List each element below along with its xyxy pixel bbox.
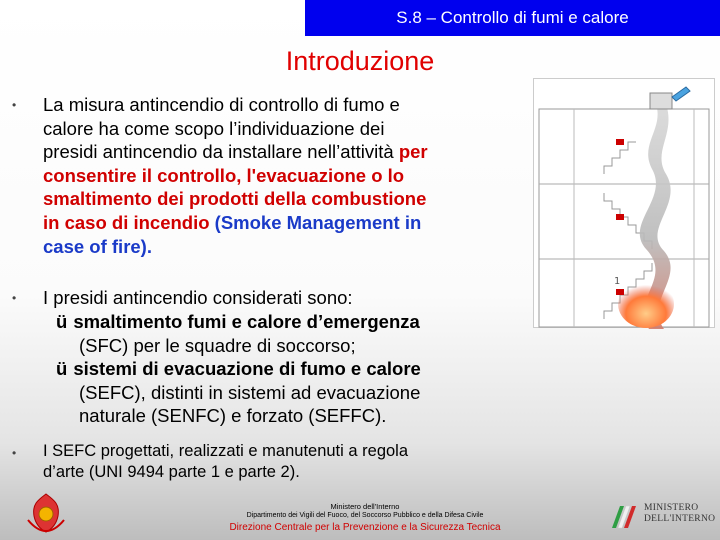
- footer-department: Dipartimento dei Vigili del Fuoco, del Soccorso Pubblico e della Difesa Civile: [246, 512, 484, 519]
- slide-title: Introduzione: [285, 46, 435, 76]
- vigili-del-fuoco-logo: [20, 490, 72, 540]
- smoke-management-term: (Smoke Management in: [214, 211, 422, 233]
- sub-item-2-detail: (SEFC), distinti in sistemi ad evacuazione: [79, 381, 421, 403]
- italian-flag-emblem-icon: [610, 498, 642, 532]
- smoke-management-term-end: case of fire).: [43, 235, 152, 257]
- bullet3-text: [43, 441, 408, 483]
- sub-item-2-title: sistemi di evacuazione di fumo e calore: [73, 358, 421, 380]
- bullet1-text: [43, 93, 428, 258]
- bullet2-line: I presidi antincendio considerati sono:: [43, 287, 353, 308]
- svg-text:1: 1: [614, 276, 621, 287]
- footer-ministry: Ministero dell'Interno: [330, 502, 400, 511]
- check-icon: ü: [56, 311, 68, 332]
- sub-item-2-detail: naturale (SENFC) e forzato (SEFFC).: [79, 405, 387, 427]
- ministero-label: [644, 503, 715, 525]
- sub-item-1-detail: (SFC) per le squadre di soccorso;: [79, 334, 356, 356]
- smoke-stairwell-illustration: [533, 78, 715, 328]
- bullet1-line: [43, 140, 428, 164]
- bullet1-emphasis-line: consentire il controllo, l'evacuazione o lo: [43, 164, 405, 186]
- ministero-interno-logo: [610, 498, 642, 537]
- bullet1-line-text: presidi antincendio da installare nell’attività: [43, 141, 399, 163]
- bullet1-line: La misura antincendio di controllo di fumo e: [43, 94, 400, 115]
- bullet1-emphasis-line: smaltimento dei prodotti della combustione: [43, 188, 427, 210]
- bullet-marker: •: [12, 291, 17, 305]
- bullet1-emphasis: per: [398, 141, 428, 163]
- bullet2-text: [43, 286, 353, 310]
- check-icon: ü: [56, 358, 68, 380]
- bullet2-sublist: [56, 310, 421, 428]
- bullet3-line: I SEFC progettati, realizzati e manutenuti a regola: [43, 442, 409, 460]
- ministero-label-line: DELL'INTERNO: [644, 514, 716, 524]
- ministero-label-line: MINISTERO: [644, 503, 699, 513]
- bullet1-line: calore ha come scopo l’individuazione dei: [43, 117, 385, 139]
- bullet-marker: •: [12, 446, 17, 460]
- bullet3-line: d’arte (UNI 9494 parte 1 e parte 2).: [43, 463, 300, 481]
- vvf-emblem-icon: [20, 490, 72, 540]
- section-header: [305, 0, 720, 36]
- sub-item-1: [56, 310, 421, 334]
- section-title: S.8 – Controllo di fumi e calore: [396, 8, 629, 27]
- sub-item-2: [56, 357, 421, 381]
- bullet-marker: •: [12, 98, 17, 112]
- sub-item-1-title: smaltimento fumi e calore d’emergenza: [73, 311, 420, 332]
- bullet1-emphasis-text: in caso di incendio: [43, 211, 215, 233]
- bullet1-emphasis-line: [43, 211, 428, 235]
- footer-direzione: Direzione Centrale per la Prevenzione e la Sicurezza Tecnica: [229, 522, 501, 533]
- stairwell-diagram: [534, 79, 716, 329]
